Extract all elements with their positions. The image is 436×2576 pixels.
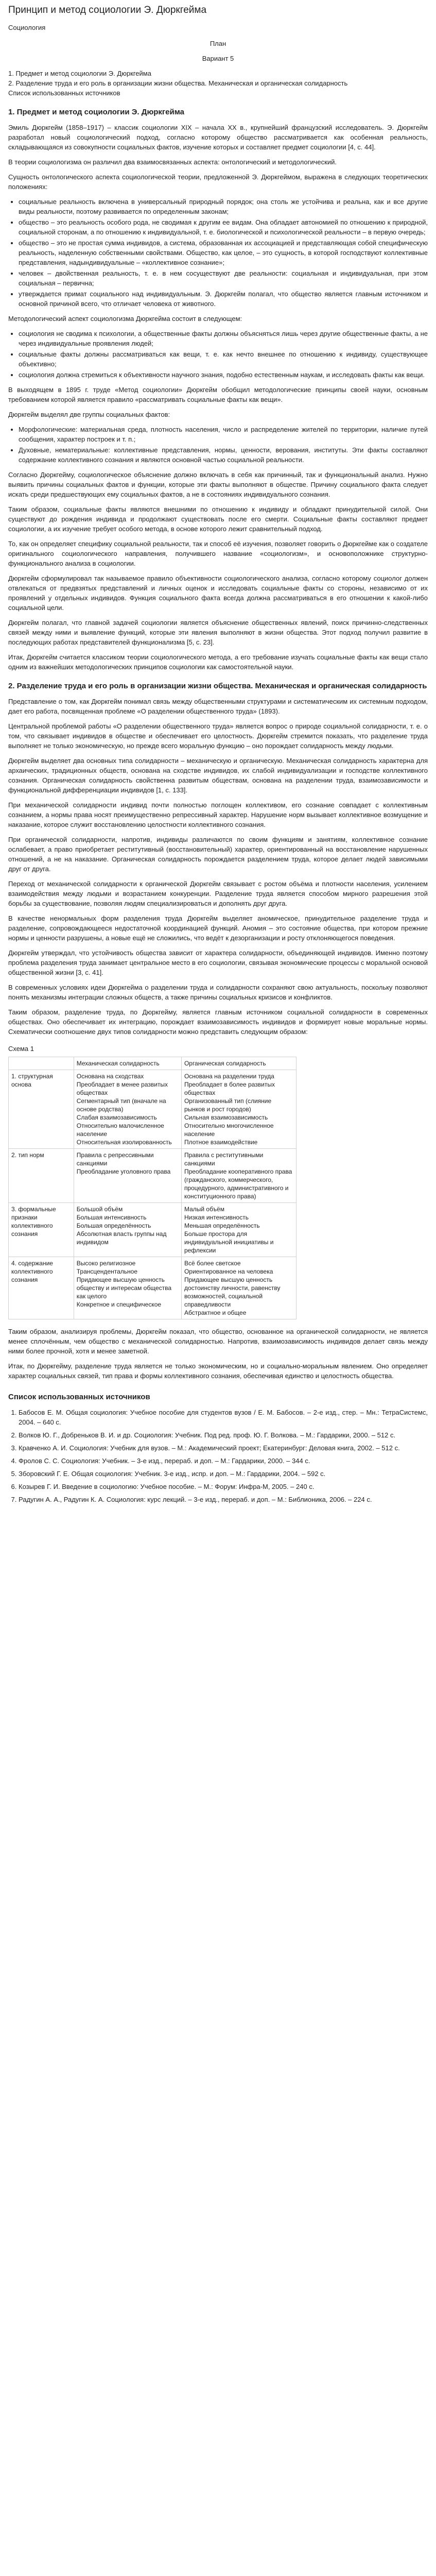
schema-cell-line: Преобладает в более развитых обществах [184,1081,275,1096]
section-1-heading: 1. Предмет и метод социологии Э. Дюркгейма [8,108,184,116]
paragraph: Дюркгейм полагал, что главной задачей социологии является объяснение общественных явлений, поиск причинно-следственных связей между ними и выявление функций, которые эти явления выполняют в жизни общества. Этот подход получил развитие в последующих работах представителей функционализма [5, с. 23]. [8,619,428,646]
list-item: • Морфологические: материальная среда, плотность населения, число и распределение жителей по территории, наличие путей сообщения, характер построек и т. п.; [19,425,428,444]
schema-cell-line: Организованный тип (слияние рынков и рост городов) [184,1097,272,1113]
plan-item: 2. Разделение труда и его роль в организации жизни общества. Механическая и органическая солидарность [8,79,348,87]
paragraph: При органической солидарности, напротив, индивиды различаются по своим функциям и занятиям, коллективное сознание ослабевает, а право приобретает реститутивный (восстановительный) характер, ориентированный на восстановление нарушенных отношений, а не на наказание. Органическая солидарность порождается разделением труда, которое делает людей зависимыми друг от друга. [8,836,428,873]
section-1-paragraphs-a [8,123,428,192]
plan-list [8,69,428,98]
methodological-list [8,329,428,380]
reference-item: 7. Радугин А. А., Радугин К. А. Социология: курс лекций. – 3-е изд., перераб. и доп. – М.: Библионика, 2006. – 224 с. [19,1495,428,1504]
schema-cell-line: Слабая взаимозависимость [76,1114,157,1121]
paragraph: Дюркгейм сформулировал так называемое правило объективности социологического анализа, согласно которому социолог должен отвлекаться от предвзятых представлений и личных оценок и исследовать социальные факты со стороны, независимо от их проявлений у отдельных индивидов. Функция социального факта всегда должна рассматриваться в его отношении к какой-либо социальной цели. [8,574,428,612]
schema-cell-line: Правила с реститутивными санкциями [184,1151,264,1167]
reference-item: 1. Бабосов Е. М. Общая социология: Учебное пособие для студентов вузов / Е. М. Бабосов. – 2-е изд., стер. – Мн.: ТетраСистемс, 2004. – 640 с. [19,1408,428,1427]
schema-row-head: 1. структурная основа [9,1070,74,1149]
paragraph: Дюркгейм выделял две группы социальных фактов: [8,411,170,418]
list-item: • человек – двойственная реальность, т. е. в нем сосуществуют две реальности: социальная и индивидуальная, при этом социальная – первична; [19,268,428,288]
reference-item: 4. Фролов С. С. Социология: Учебник. – 3-е изд., перераб. и доп. – М.: Гардарики, 2000. – 344 с. [19,1456,428,1466]
section-1-paragraphs-c [8,385,428,419]
paragraph: Эмиль Дюркгейм (1858–1917) – классик социологии XIX – начала XX в., крупнейший французский исследователь. Э. Дюркгейм разработал новый социологический подход, согласно которому общество рассматривается как особенная реальность, складывающаяся из совокупности социальных фактов, изучение которых и составляет предмет социологии [4, с. 44]. [8,124,428,151]
schema-header-row [9,1057,297,1070]
list-item: • социология не сводима к психологии, а общественные факты должны объясняться лишь через другие общественные факты, а не через индивидуальные проявления людей; [19,329,428,348]
list-item: • общество – это реальность особого рода, не сводимая к другим ее видам. Она обладает автономией по отношению к природной, социальной сторонам, а по отношению к индивидуальной, т. е. биологической и психологической реальности – в первую очередь; [19,217,428,237]
paragraph: Таким образом, социальные факты являются внешними по отношению к индивиду и обладают принудительной силой. Они существуют до рождения индивида и продолжают существовать после его смерти. Социальные факты составляют предмет социологии, а их изучение требует особого метода, в основе которого лежит сравнительный подход. [8,505,428,533]
paragraph: В качестве ненормальных форм разделения труда Дюркгейм выделяет аномическое, принудительное разделение труда и разделение, сопровождающееся недостаточной координацией функций. Аномия – это состояние общества, при котором прежние нормы и ценности разрушены, а новые ещё не сложились, что ведёт к дезорганизации и росту отклоняющегося поведения. [8,914,428,942]
schema-row [9,1149,297,1203]
schema-cell-line: Всё более светское [184,1260,241,1267]
schema-cell-line: Относительно малочисленное население [76,1122,164,1138]
schema-cell-line: Основана на сходствах [76,1073,144,1080]
paragraph: Методологический аспект социологизма Дюркгейма состоит в следующем: [8,315,242,323]
schema-cell [181,1203,296,1257]
references-heading: Список использованных источников [8,1393,150,1401]
discipline-label: Социология [8,24,46,31]
paragraph: Центральной проблемой работы «О разделении общественного труда» является вопрос о природе социальной солидарности, т. е. о том, что связывает индивидов в обществе и обеспечивает его целостность. Дюркгейм стремится показать, что разделение труда выполняет не только экономическую, но прежде всего моральную функцию – оно порождает солидарность между людьми. [8,722,428,750]
paragraph: Представление о том, как Дюркгейм понимал связь между общественными структурами и систематическим их системным подходом, дает его работа, посвященная проблеме «О разделении общественного труда» (1893). [8,698,428,715]
schema-cell-line: Относительно многочисленное население [184,1122,274,1138]
schema-cell [74,1257,181,1319]
page-title: Принцип и метод социологии Э. Дюркгейма [8,5,207,15]
schema-header-cell: Механическая солидарность [74,1057,181,1070]
list-item: • утверждается примат социального над индивидуальным. Э. Дюркгейм полагал, что общество является главным источником и основной причиной всего, что отличает человека от животного. [19,289,428,309]
paragraph: Согласно Дюркгейму, социологическое объяснение должно включать в себя как причинный, так и функциональный анализ. Нужно выявить причины социальных фактов и функции, которые эти факты выполняют в обществе. Причину социального факта следует искать среди предшествующих ему социальных фактов, а не в состояниях индивидуального сознания. [8,471,428,498]
schema-row-head: 4. содержание коллективного сознания [9,1257,74,1319]
solidarity-schema-table [8,1057,297,1319]
paragraph: Таким образом, анализируя проблемы, Дюркгейм показал, что общество, основанное на органической солидарности, не является менее сплочённым, чем общество с механической солидарностью. Напротив, взаимозависимость индивидов делает связь между ними более прочной, хотя и менее заметной. [8,1328,428,1355]
paragraph: В теории социологизма он различил два взаимосвязанных аспекта: онтологический и методологический. [8,158,337,166]
social-facts-list [8,425,428,465]
ontological-list [8,197,428,309]
schema-cell [181,1149,296,1203]
schema-cell-line: Придающее высшую ценность обществу и интересам общества как целого [76,1276,172,1300]
schema-row-head: 3. формальные признаки коллективного сознания [9,1203,74,1257]
plan-label: План [210,40,226,47]
schema-cell-line: Преобладает в менее развитых обществах [76,1081,168,1096]
list-item: • социальные факты должны рассматриваться как вещи, т. е. как нечто внешнее по отношению к индивиду, существующее объективно; [19,349,428,369]
plan-item: 1. Предмет и метод социологии Э. Дюркгейма [8,70,151,77]
schema-label: Схема 1 [8,1045,34,1053]
schema-cell-line: Абстрактное и общее [184,1309,247,1316]
reference-item: 3. Кравченко А. И. Социология: Учебник для вузов. – М.: Академический проект; Екатеринбург: Деловая книга, 2002. – 512 с. [19,1443,428,1453]
schema-cell-line: Малый объём [184,1206,224,1213]
schema-header-cell: Органическая солидарность [181,1057,296,1070]
list-item: • социальные реальность включена в универсальный природный порядок; она столь же устойчива и реальна, как и все другие виды реальности, поэтому развивается по определенным законам; [19,197,428,216]
paragraph: В выходящем в 1895 г. труде «Метод социологии» Дюркгейм обобщил методологические принципы своей науки, основным требованием которой является правило «рассматривать социальные факты как вещи». [8,386,428,403]
schema-cell [181,1257,296,1319]
schema-cell-line: Больше простора для индивидуальной инициативы и рефлексии [184,1230,274,1254]
variant-label: Вариант 5 [202,55,234,62]
section-2-paragraphs [8,697,428,1037]
schema-cell-line: Плотное взаимодействие [184,1139,258,1146]
schema-cell-line: Основана на разделении труда [184,1073,274,1080]
schema-cell-line: Сегментарный тип (вначале на основе родства) [76,1097,166,1113]
schema-row [9,1257,297,1319]
reference-item: 6. Козырев Г. И. Введение в социологию: Учебное пособие. – М.: Форум: Инфра-М, 2005. – 240 с. [19,1482,428,1492]
schema-row [9,1203,297,1257]
schema-cell [74,1070,181,1149]
schema-cell-line: Правила с репрессивными санкциями [76,1151,154,1167]
schema-cell-line: Большая определённость [76,1222,151,1229]
schema-cell-line: Конкретное и специфическое [76,1301,162,1308]
schema-header-cell [9,1057,74,1070]
list-item: • общество – это не простая сумма индивидов, а система, образованная их ассоциацией и представляющая собой специфическую реальность, наделенную собственными свойствами. Общество, как целое, – это сущность, в которой господствуют коллективные представления, надындивидуальные – «коллективное сознание»; [19,238,428,267]
paragraph: Дюркгейм утверждал, что устойчивость общества зависит от характера солидарности, объединяющей индивидов. Именно поэтому проблема разделения труда занимает центральное место в его социологии, связывая экономические процессы с моральной основой общественной жизни [3, с. 41]. [8,949,428,976]
section-2-paragraphs-after [8,1327,428,1381]
references-list [8,1408,428,1504]
schema-cell [181,1070,296,1149]
schema-row [9,1070,297,1149]
paragraph: Таким образом, разделение труда, по Дюркгейму, является главным источником социальной солидарности в современных обществах. Оно обеспечивает их интеграцию, порождает взаимозависимость индивидов и формирует новые моральные нормы. Схематически соотношение двух типов солидарности можно представить следующим образом: [8,1008,428,1036]
schema-cell [74,1203,181,1257]
paragraph: Итак, по Дюркгейму, разделение труда является не только экономическим, но и социально-моральным явлением. Оно определяет характер социальных связей, тип права и формы коллективного сознания, обеспечивая единство и целостность общества. [8,1362,428,1380]
schema-cell-line: Низкая интенсивность [184,1214,249,1221]
paragraph: Дюркгейм выделяет два основных типа солидарности – механическую и органическую. Механическая солидарность характерна для архаических, традиционных обществ, основана на сходстве индивидов, их слабой индивидуализации и господстве коллективного сознания. Органическая солидарность свойственна развитым обществам, основана на разделении труда, взаимозависимости и функциональной дифференциации индивидов [1, с. 133]. [8,757,428,794]
reference-item: 5. Зборовский Г. Е. Общая социология: Учебник. 3-е изд., испр. и доп. – М.: Гардарики, 2004. – 592 с. [19,1469,428,1479]
list-item: • Духовные, нематериальные: коллективные представления, нормы, ценности, верования, институты. Эти факты составляют содержание коллективного сознания и являются основной частью социальной реальности. [19,445,428,465]
schema-cell [74,1149,181,1203]
schema-cell-line: Преобладание уголовного права [76,1168,171,1175]
schema-cell-line: Придающее высшую ценность достоинству личности, равенству возможностей, социальной справедливости [184,1276,281,1308]
schema-cell-line: Меньшая определённость [184,1222,260,1229]
schema-cell-line: Абсолютная власть группы над индивидом [76,1230,167,1246]
paragraph: Переход от механической солидарности к органической Дюркгейм связывает с ростом объёма и плотности населения, усилением взаимодействия между людьми и возрастанием конкуренции. Разделение труда является способом мирного разрешения этой борьбы за существование, позволяя людям специализироваться и дополнять друг друга. [8,880,428,907]
section-2-heading: 2. Разделение труда и его роль в организации жизни общества. Механическая и органическая солидарность [8,682,427,690]
paragraph: То, как он определяет специфику социальной реальности, так и способ её изучения, позволяет говорить о Дюркгейме как о создателе оригинального социологического направления, получившего название «социологизм», и основоположнике структурно-функционального анализа в социологии. [8,540,428,567]
paragraph: Итак, Дюркгейм считается классиком теории социологического метода, а его требование изучать социальные факты как вещи стало одним из важнейших методологических принципов социологии как самостоятельной науки. [8,653,428,671]
paragraph: Сущность онтологического аспекта социологической теории, предложенной Э. Дюркгеймом, выражена в следующих теоретических положениях: [8,173,428,191]
schema-cell-line: Преобладание кооперативного права (гражданского, коммерческого, процедурного, административного и конституционного права) [184,1168,292,1200]
section-1-paragraphs-b [8,314,428,324]
schema-cell-line: Большой объём [76,1206,123,1213]
schema-row-head: 2. тип норм [9,1149,74,1203]
schema-cell-line: Сильная взаимозависимость [184,1114,268,1121]
schema-cell-line: Высоко религиозное [76,1260,136,1267]
paragraph: При механической солидарности индивид почти полностью поглощен коллективом, его сознание совпадает с коллективным сознанием, а нормы права носят преимущественно репрессивный характер. Нарушение норм вызывает коллективное возмущение и наказание, которое служит восстановлению целостности коллективного сознания. [8,801,428,828]
plan-item: Список использованных источников [8,89,120,97]
list-item: • социология должна стремиться к объективности научного знания, подобно естественным наукам, и исследовать факты как вещи. [19,370,428,380]
section-1-paragraphs-d [8,470,428,672]
schema-cell-line: Большая интенсивность [76,1214,147,1221]
reference-item: 2. Волков Ю. Г., Добреньков В. И. и др. Социология: Учебник. Под ред. проф. Ю. Г. Волкова. – М.: Гардарики, 2000. – 512 с. [19,1430,428,1440]
schema-cell-line: Ориентированное на человека [184,1268,273,1275]
schema-cell-line: Трансцендентальное [76,1268,138,1275]
schema-cell-line: Относительная изолированность [76,1139,172,1146]
paragraph: В современных условиях идеи Дюркгейма о разделении труда и солидарности сохраняют свою актуальность, поскольку позволяют понять механизмы интеграции сложных обществ, а также причины социальных кризисов и конфликтов. [8,984,428,1001]
